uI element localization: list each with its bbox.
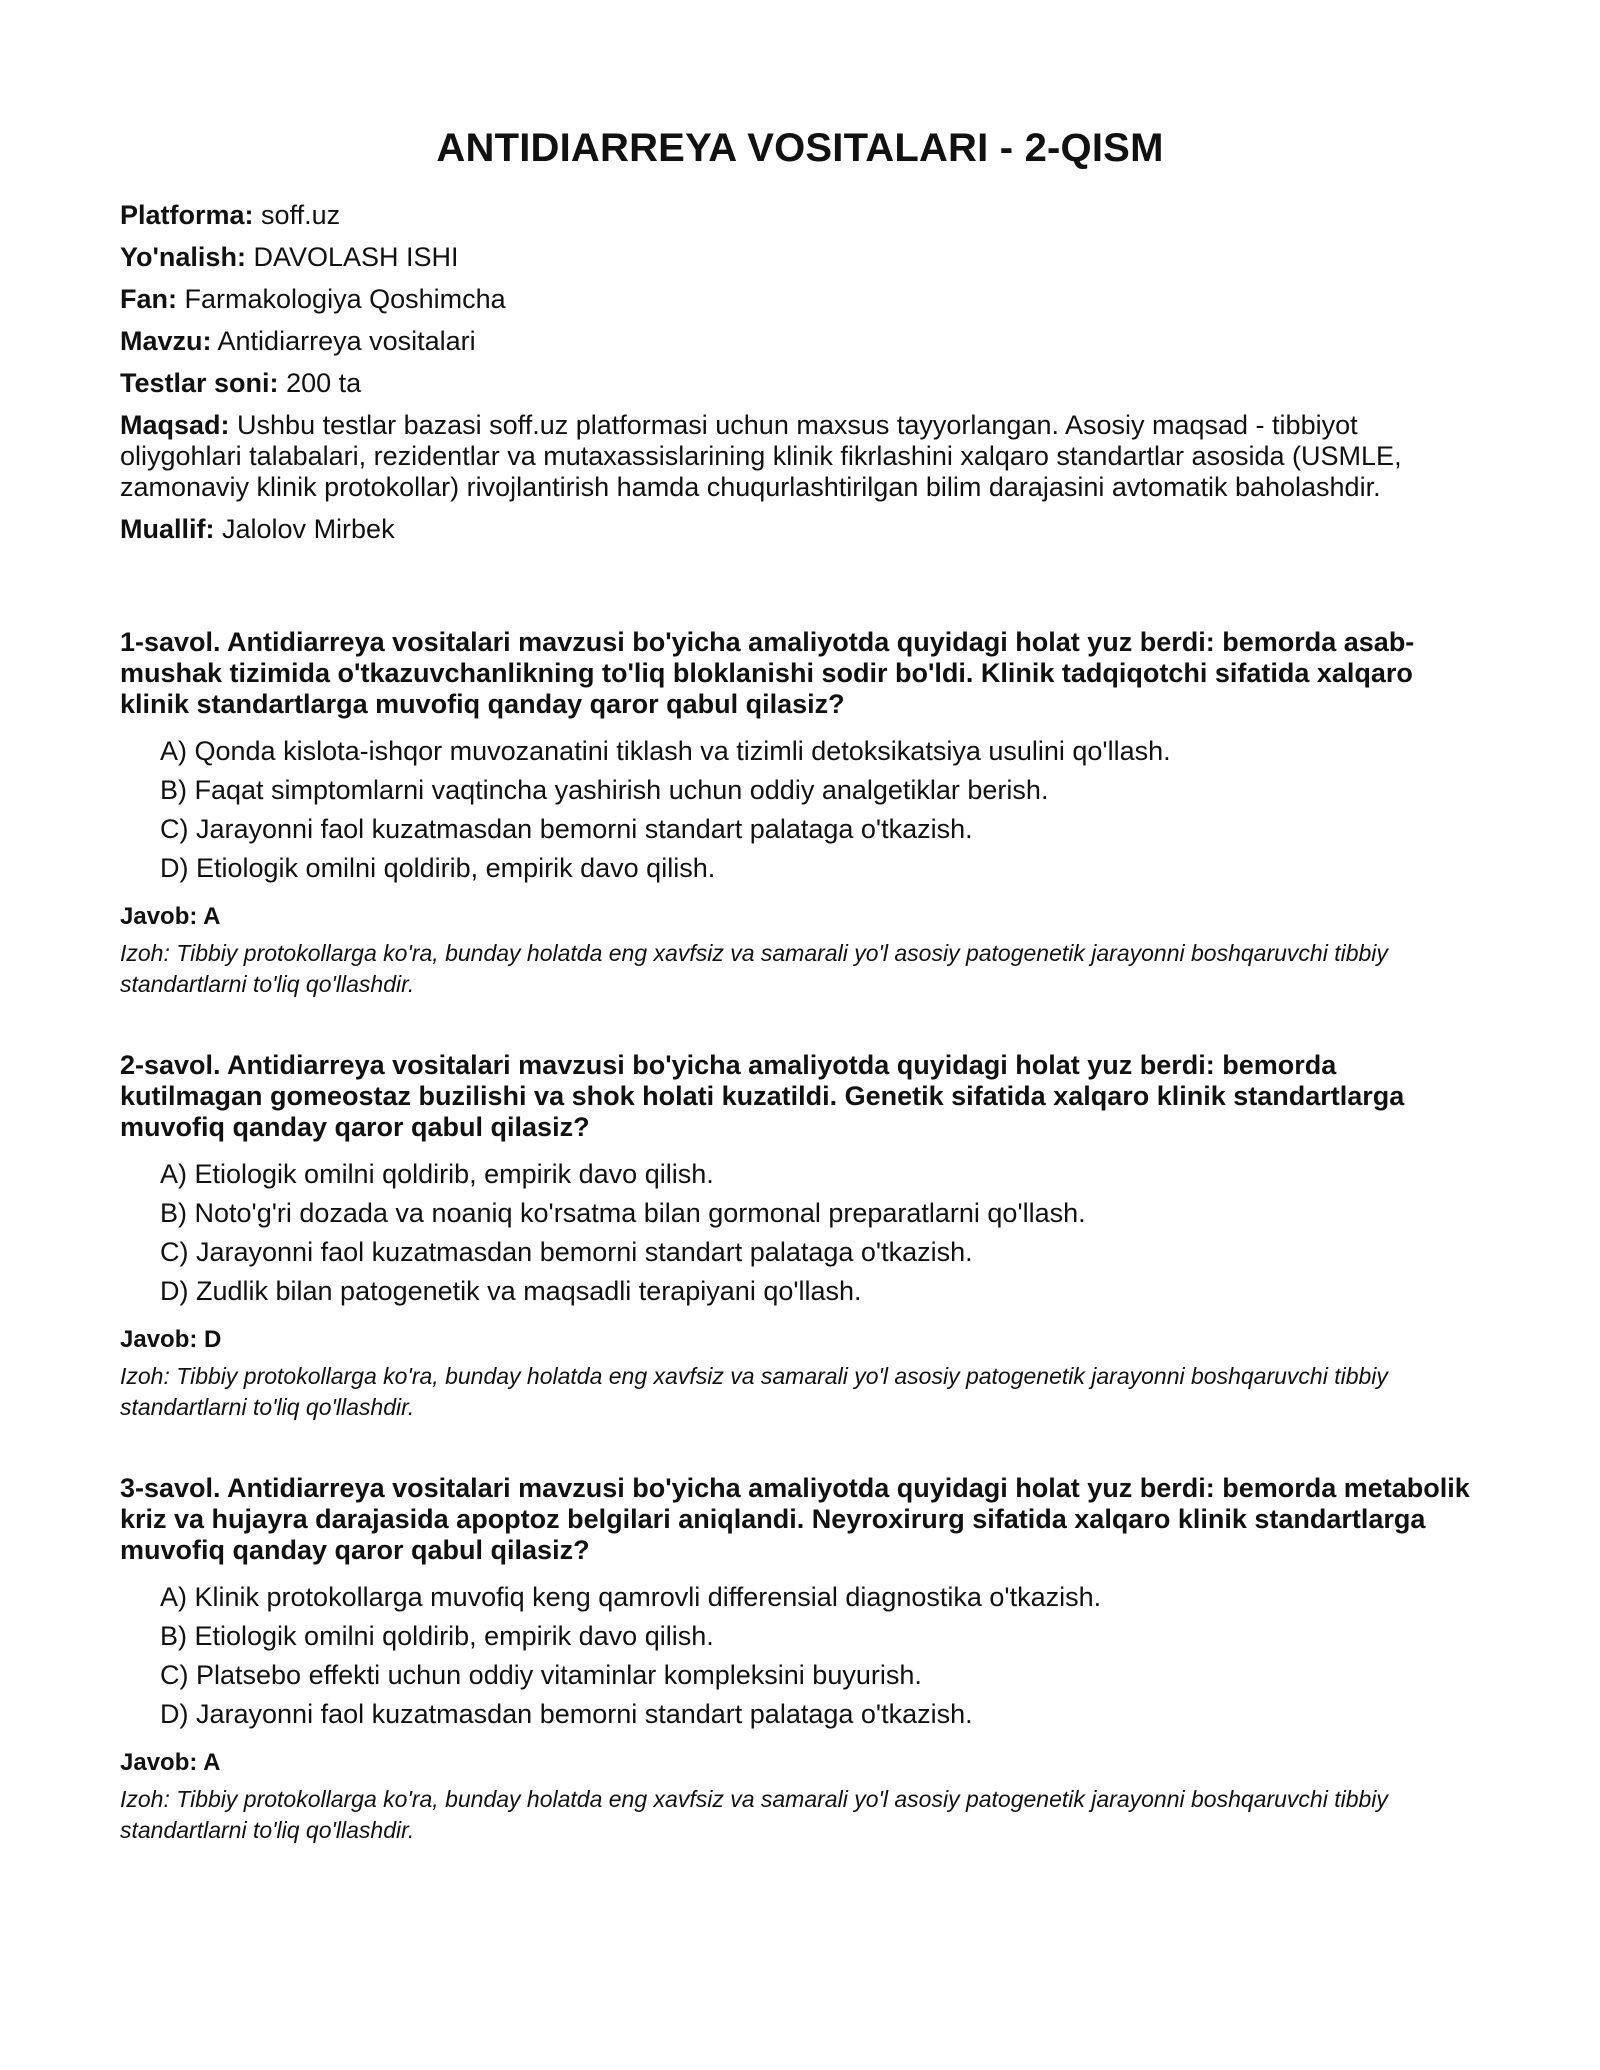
options-list [120,1155,1480,1311]
option-a: A) Etiologik omilni qoldirib, empirik davo qilish. [160,1159,714,1189]
meta-label: Muallif: [120,514,215,544]
meta-label: Mavzu: [120,326,212,356]
meta-label: Yo'nalish: [120,242,246,272]
question-text: 1-savol. Antidiarreya vositalari mavzusi bo'yicha amaliyotda quyidagi holat yuz berdi: bemorda asab-mushak tizimida o'tkazuvchanlikning to'liq bloklanishi sodir bo'ldi. Klinik tadqiqotchi sifatida xalqaro klinik standartlarga muvofiq qanday qaror qabul qilasiz? [120,627,1415,719]
answer-label: Javob: D [120,1326,222,1353]
option-d: D) Jarayonni faol kuzatmasdan bemorni standart palataga o'tkazish. [160,1699,973,1729]
meta-value: soff.uz [261,200,341,230]
option-c: C) Platsebo effekti uchun oddiy vitaminlar kompleksini buyurish. [160,1660,922,1690]
answer-label: Javob: A [120,1749,221,1776]
answer-label: Javob: A [120,903,221,930]
questions-list [120,627,1480,1846]
explanation-note: Izoh: Tibbiy protokollarga ko'ra, bunday holatda eng xavfsiz va samarali yo'l asosiy patogenetik jarayonni boshqaruvchi tibbiy standartlarni to'liq qo'llashdir. [120,940,1388,997]
option-c: C) Jarayonni faol kuzatmasdan bemorni standart palataga o'tkazish. [160,814,973,844]
meta-purpose [120,410,1460,503]
options-list [120,1578,1480,1734]
meta-platform [120,200,1480,231]
option-a: A) Klinik protokollarga muvofiq keng qamrovli differensial diagnostika o'tkazish. [160,1582,1102,1612]
meta-direction [120,242,1480,273]
meta-subject [120,284,1480,315]
option-d: D) Zudlik bilan patogenetik va maqsadli terapiyani qo'llash. [160,1276,862,1306]
meta-author [120,514,1480,545]
question-text: 3-savol. Antidiarreya vositalari mavzusi bo'yicha amaliyotda quyidagi holat yuz berdi: bemorda metabolik kriz va hujayra darajasida apoptoz belgilari aniqlandi. Neyroxirurg sifatida xalqaro klinik standartlarga muvofiq qanday qaror qabul qilasiz? [120,1473,1470,1565]
meta-topic [120,326,1480,357]
document-page [120,0,1480,1896]
option-d: D) Etiologik omilni qoldirib, empirik davo qilish. [160,853,716,883]
option-b: B) Faqat simptomlarni vaqtincha yashirish uchun oddiy analgetiklar berish. [160,775,1049,805]
meta-section [120,200,1480,545]
question-1 [120,627,1480,1000]
document-title: ANTIDIARREYA VOSITALARI - 2-QISM [436,126,1164,170]
meta-label: Platforma: [120,200,254,230]
meta-value: DAVOLASH ISHI [253,242,459,272]
meta-test-count [120,368,1480,399]
meta-label: Fan: [120,284,177,314]
option-a: A) Qonda kislota-ishqor muvozanatini tiklash va tizimli detoksikatsiya usulini qo'llash. [160,736,1171,766]
meta-label: Maqsad: [120,410,230,440]
meta-value: Ushbu testlar bazasi soff.uz platformasi uchun maxsus tayyorlangan. Asosiy maqsad - tibbiyot oliygohlari talabalari, rezidentlar va mutaxassislarining klinik fikrlashini xalqaro standartlar asosida (USMLE, zamonaviy klinik protokollar) rivojlantirish hamda chuqurlashtirilgan bilim darajasini avtomatik baholashdir. [120,410,1402,502]
option-b: B) Etiologik omilni qoldirib, empirik davo qilish. [160,1621,714,1651]
meta-label: Testlar soni: [120,368,279,398]
option-c: C) Jarayonni faol kuzatmasdan bemorni standart palataga o'tkazish. [160,1237,973,1267]
meta-value: Antidiarreya vositalari [217,326,476,356]
options-list [120,732,1480,888]
explanation-note: Izoh: Tibbiy protokollarga ko'ra, bunday holatda eng xavfsiz va samarali yo'l asosiy patogenetik jarayonni boshqaruvchi tibbiy standartlarni to'liq qo'llashdir. [120,1363,1388,1420]
question-3 [120,1473,1480,1846]
meta-value: Farmakologiya Qoshimcha [184,284,506,314]
meta-value: Jalolov Mirbek [222,514,395,544]
question-text: 2-savol. Antidiarreya vositalari mavzusi bo'yicha amaliyotda quyidagi holat yuz berdi: bemorda kutilmagan gomeostaz buzilishi va shok holati kuzatildi. Genetik sifatida xalqaro klinik standartlarga muvofiq qanday qaror qabul qilasiz? [120,1050,1405,1142]
option-b: B) Noto'g'ri dozada va noaniq ko'rsatma bilan gormonal preparatlarni qo'llash. [160,1198,1086,1228]
meta-value: 200 ta [286,368,362,398]
question-2 [120,1050,1480,1423]
explanation-note: Izoh: Tibbiy protokollarga ko'ra, bunday holatda eng xavfsiz va samarali yo'l asosiy patogenetik jarayonni boshqaruvchi tibbiy standartlarni to'liq qo'llashdir. [120,1786,1388,1843]
